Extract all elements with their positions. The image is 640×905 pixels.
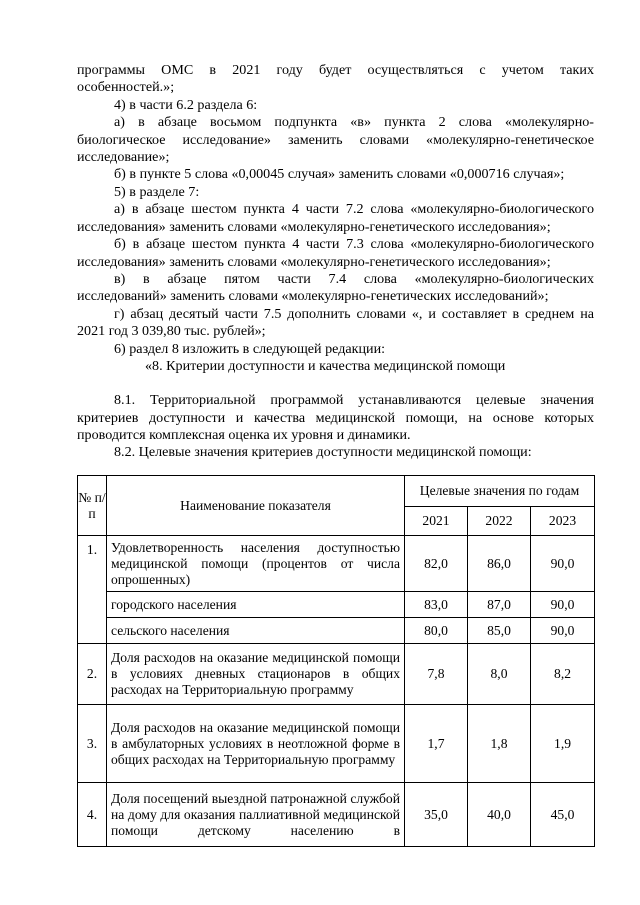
- row-number: 2.: [78, 644, 107, 705]
- item-4a-line3: исследование»;: [77, 149, 170, 165]
- value-2023: 90,0: [531, 592, 595, 618]
- value-2021: 82,0: [405, 536, 468, 592]
- item-4a-line2: биологическое исследование» заменить словами «молекулярно-генетическое: [77, 132, 594, 148]
- indicator-name: Доля расходов на оказание медицинской помощи в условиях дневных стационаров в общих расходах на Территориальную программу: [107, 644, 405, 705]
- value-2022: 1,8: [468, 705, 531, 783]
- item-5-heading: 5) в разделе 7:: [114, 184, 200, 200]
- value-2021: 1,7: [405, 705, 468, 783]
- row-number: 3.: [78, 705, 107, 783]
- item-4-heading: 4) в части 6.2 раздела 6:: [114, 97, 258, 113]
- table-header-row: [78, 476, 595, 507]
- table-row: [78, 592, 595, 618]
- item-5b-line1: б) в абзаце шестом пункта 4 части 7.3 слова «молекулярно-биологического: [114, 236, 594, 252]
- indicator-name: сельского населения: [107, 618, 405, 644]
- table-row: [78, 644, 595, 705]
- section-8-2-line: 8.2. Целевые значения критериев доступности медицинской помощи:: [114, 444, 532, 460]
- value-2021: 35,0: [405, 783, 468, 847]
- value-2022: 85,0: [468, 618, 531, 644]
- value-2021: 7,8: [405, 644, 468, 705]
- indicator-name: Доля посещений выездной патронажной службой на дому для оказания паллиативной медицинской помощи детскому населению в: [107, 783, 405, 847]
- table-row: [78, 783, 595, 847]
- row-number: 4.: [78, 783, 107, 847]
- item-5c-line2: исследований» заменить словами «молекулярно-генетических исследований»;: [77, 288, 549, 304]
- header-year-2021: 2021: [405, 507, 468, 536]
- value-2023: 8,2: [531, 644, 595, 705]
- value-2021: 83,0: [405, 592, 468, 618]
- header-indicator-name: Наименование показателя: [107, 476, 405, 536]
- value-2022: 86,0: [468, 536, 531, 592]
- value-2023: 90,0: [531, 618, 595, 644]
- section-8-1-line1: 8.1. Территориальной программой устанавливаются целевые значения: [114, 392, 594, 408]
- item-5b-line2: исследования» заменить словами «молекулярно-генетического исследования»;: [77, 254, 551, 270]
- value-2022: 87,0: [468, 592, 531, 618]
- item-5d-line2: 2021 год 3 039,80 тыс. рублей»;: [77, 323, 266, 339]
- header-year-2023: 2023: [531, 507, 595, 536]
- header-number: № п/п: [78, 476, 107, 536]
- section-8-1-line3: проводится комплексная оценка их уровня и динамики.: [77, 427, 411, 443]
- item-5a-line1: а) в абзаце шестом пункта 4 части 7.2 слова «молекулярно-биологического: [114, 201, 594, 217]
- header-year-2022: 2022: [468, 507, 531, 536]
- value-2022: 40,0: [468, 783, 531, 847]
- item-6-heading: 6) раздел 8 изложить в следующей редакции:: [114, 341, 386, 357]
- item-4b: б) в пункте 5 слова «0,00045 случая» заменить словами «0,000716 случая»;: [114, 166, 565, 182]
- indicator-name: Удовлетворенность населения доступностью медицинской помощи (процентов от числа опрошенных): [107, 536, 405, 592]
- item-5c-line1: в) в абзаце пятом части 7.4 слова «молекулярно-биологических: [114, 271, 594, 287]
- value-2023: 90,0: [531, 536, 595, 592]
- indicator-name: Доля расходов на оказание медицинской помощи в амбулаторных условиях в неотложной форме в общих расходах на Территориальную программу: [107, 705, 405, 783]
- criteria-table: [77, 475, 595, 847]
- table-row: [78, 618, 595, 644]
- value-2023: 45,0: [531, 783, 595, 847]
- section-8-title: «8. Критерии доступности и качества медицинской помощи: [145, 358, 506, 374]
- value-2021: 80,0: [405, 618, 468, 644]
- section-8-1-line2: критериев доступности и качества медицинской помощи, на основе которых: [77, 410, 594, 426]
- table-row: [78, 536, 595, 592]
- item-5d-line1: г) абзац десятый части 7.5 дополнить словами «, и составляет в среднем на: [114, 306, 594, 322]
- item-5a-line2: исследования» заменить словами «молекулярно-генетического исследования»;: [77, 219, 551, 235]
- indicator-name: городского населения: [107, 592, 405, 618]
- header-target-values: Целевые значения по годам: [405, 476, 595, 507]
- value-2023: 1,9: [531, 705, 595, 783]
- table-row: [78, 705, 595, 783]
- row-number: 1.: [78, 536, 107, 644]
- value-2022: 8,0: [468, 644, 531, 705]
- item-4a-line1: а) в абзаце восьмом подпункта «в» пункта 2 слова «молекулярно-: [114, 114, 594, 130]
- paragraph-omc-continuation: программы ОМС в 2021 году будет осуществляться с учетом таких: [77, 62, 594, 78]
- paragraph-omc-end: особенностей.»;: [77, 79, 175, 95]
